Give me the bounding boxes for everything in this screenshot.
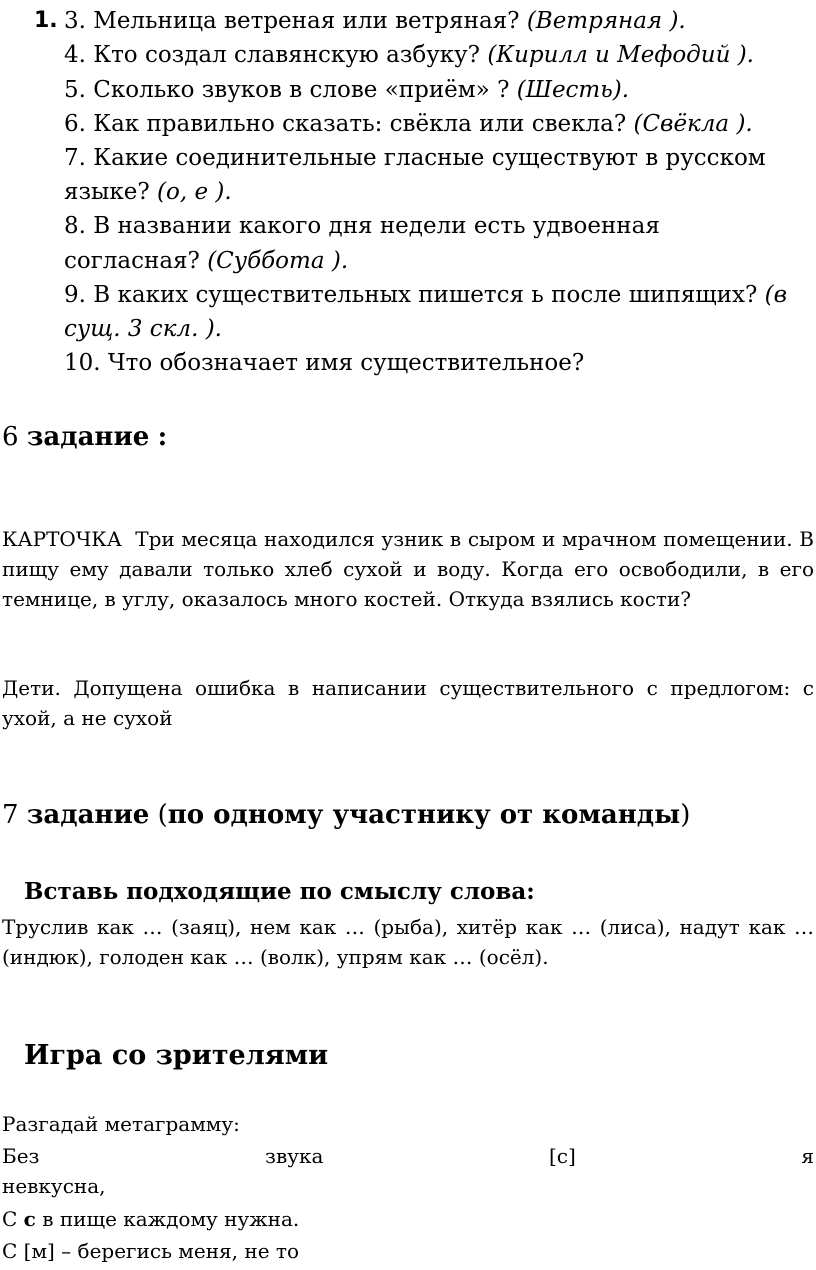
question-7: 7. Какие соединительные гласные существуют в русском (64, 145, 766, 171)
question-10: 10. Что обозначает имя существительное? (64, 350, 585, 376)
question-5: 5. Сколько звуков в слове «приём» ? (Шесть). (64, 77, 630, 103)
question-3: 3. Мельница ветреная или ветряная? (Ветряная ). (64, 8, 686, 34)
question-9: 9. В каких существительных пишется ь после шипящих? (в (64, 282, 787, 308)
question-8: 8. В названии какого дня недели есть удвоенная (64, 213, 660, 239)
metagram-row-1: Без звука [с] я (2, 1144, 814, 1168)
list-marker: 1. (34, 8, 58, 33)
question-4: 4. Кто создал славянскую азбуку? (Кирилл и Мефодий ). (64, 42, 754, 68)
card-text: Три месяца находился узник в сыром и мрачном помещении. В пищу ему давали только хлеб сухой и воду. Когда его освободили, в его темнице, в углу, оказалось много костей. Откуда взялись кости? (2, 527, 815, 611)
game-prompt: Разгадай метаграмму: (2, 1112, 240, 1136)
question-6: 6. Как правильно сказать: свёкла или свекла? (Свёкла ). (64, 111, 753, 137)
task7-instruction: Вставь подходящие по смыслу слова: (24, 878, 535, 905)
metagram-line-3: С [м] – берегись меня, не то (2, 1239, 299, 1263)
game-heading: Игра со зрителями (24, 1040, 329, 1071)
task6-heading: 6 задание : (2, 422, 168, 452)
card-label: КАРТОЧКА (2, 527, 122, 551)
task7-heading: 7 задание (по одному участнику от команды) (2, 800, 691, 830)
question-7-cont: языке? (о, е ). (64, 179, 232, 205)
question-8-cont: согласная? (Суббота ). (64, 248, 349, 274)
task6-card (2, 524, 814, 614)
question-9-cont: сущ. 3 скл. ). (64, 316, 222, 342)
task7-text: Труслив как … (заяц), нем как … (рыба), хитёр как … (лиса), надут как … (индюк), голоден как … (волк), упрям как … (осёл). (2, 915, 814, 969)
metagram-row-1-cont: невкусна, (2, 1174, 106, 1198)
task6-answer: Дети. Допущена ошибка в написании существительного с предлогом: с ухой, а не сухой (2, 676, 814, 730)
metagram-line-2: С с в пище каждому нужна. (2, 1207, 300, 1231)
